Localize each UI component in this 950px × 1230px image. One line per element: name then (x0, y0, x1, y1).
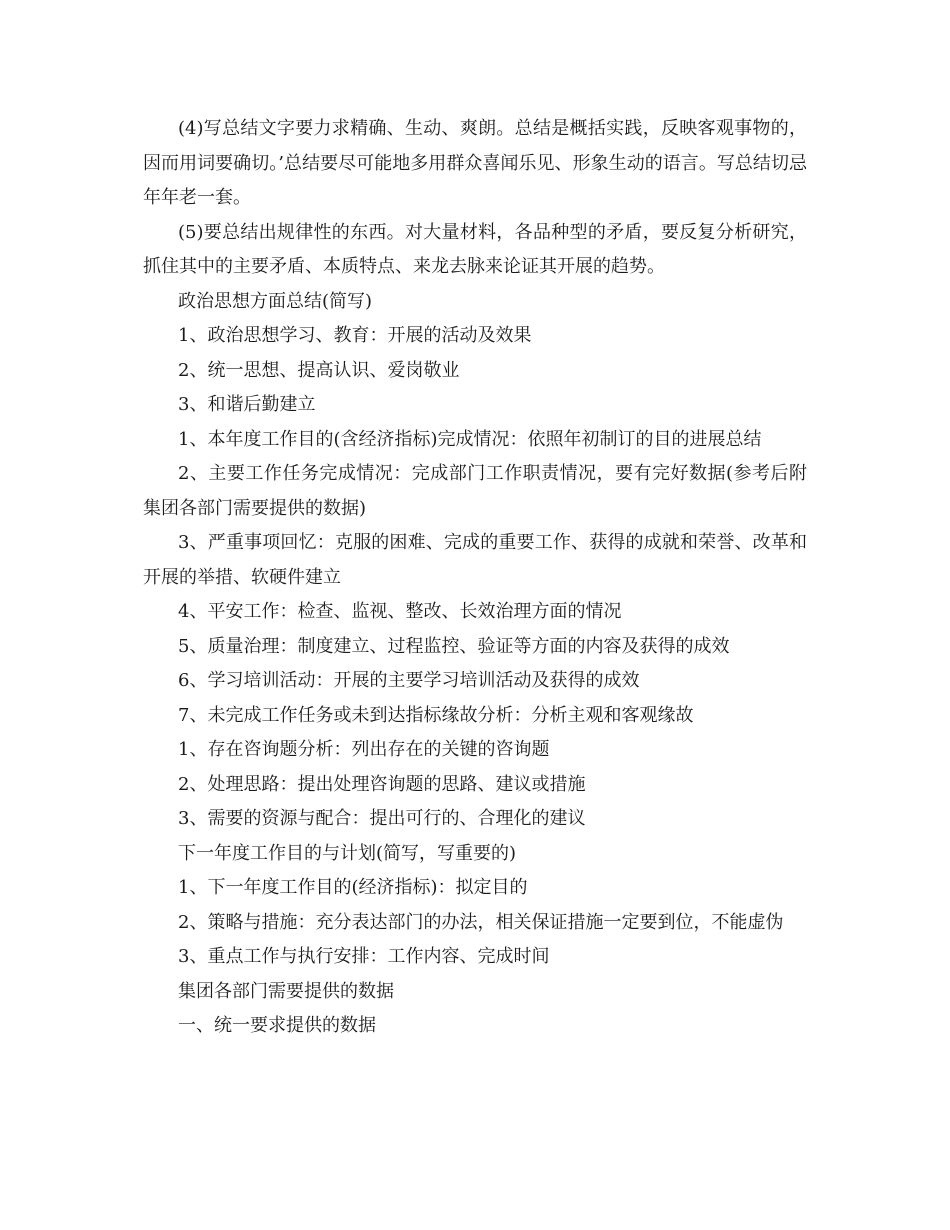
list-item-quality-management: 5、质量治理：制度建立、过程监控、验证等方面的内容及获得的成效 (178, 635, 730, 657)
list-item-major-events: 3、严重事项回忆：克服的困难、完成的重要工作、获得的成就和荣誉、改革和开展的举措、软硬件建立 (143, 532, 807, 588)
heading-next-year-plan: 下一年度工作目的与计划(简写，写重要的) (178, 842, 517, 864)
list-item-solution-ideas: 2、处理思路：提出处理咨询题的思路、建议或措施 (178, 773, 586, 795)
list-item-unify-thinking: 2、统一思想、提高认识、爱岗敬业 (178, 359, 460, 381)
list-item-political-study: 1、政治思想学习、教育：开展的活动及效果 (178, 325, 532, 346)
list-item-next-year-goals: 1、下一年度工作目的(经济指标)：拟定目的 (178, 877, 528, 898)
heading-unified-data: 一、统一要求提供的数据 (178, 1015, 376, 1036)
list-item-key-work: 3、重点工作与执行安排：工作内容、完成时间 (178, 946, 550, 967)
list-item-problem-analysis: 1、存在咨询题分析：列出存在的关键的咨询题 (178, 739, 550, 760)
heading-political-thought: 政治思想方面总结(简写) (178, 290, 373, 312)
heading-department-data: 集团各部门需要提供的数据 (178, 980, 394, 1002)
list-item-safety-work: 4、平安工作：检查、监视、整改、长效治理方面的情况 (178, 601, 622, 622)
list-item-strategy: 2、策略与措施：充分表达部门的办法，相关保证措施一定要到位，不能虚伪 (178, 911, 784, 933)
list-item-main-tasks: 2、主要工作任务完成情况：完成部门工作职责情况，要有完好数据(参考后附集团各部门需要提供的数据) (143, 463, 807, 519)
paragraph-writing-style: (4)写总结文字要力求精确、生动、爽朗。总结是概括实践，反映客观事物的，因而用词要确切。’总结要尽可能地多用群众喜闻乐见、形象生动的语言。写总结切忌年年老一套。 (143, 118, 807, 208)
list-item-annual-goals: 1、本年度工作目的(含经济指标)完成情况：依照年初制订的目的进展总结 (178, 428, 762, 450)
list-item-training: 6、学习培训活动：开展的主要学习培训活动及获得的成效 (178, 670, 640, 691)
list-item-unfinished-analysis: 7、未完成工作任务或未到达指标缘故分析：分析主观和客观缘故 (178, 704, 694, 726)
document-page (143, 112, 807, 1044)
list-item-resources: 3、需要的资源与配合：提出可行的、合理化的建议 (178, 808, 586, 829)
list-item-logistics: 3、和谐后勤建立 (178, 394, 316, 415)
paragraph-summarize-patterns: (5)要总结出规律性的东西。对大量材料，各品种型的矛盾，要反复分析研究，抓住其中的主要矛盾、本质特点、来龙去脉来论证其开展的趋势。 (143, 221, 807, 277)
